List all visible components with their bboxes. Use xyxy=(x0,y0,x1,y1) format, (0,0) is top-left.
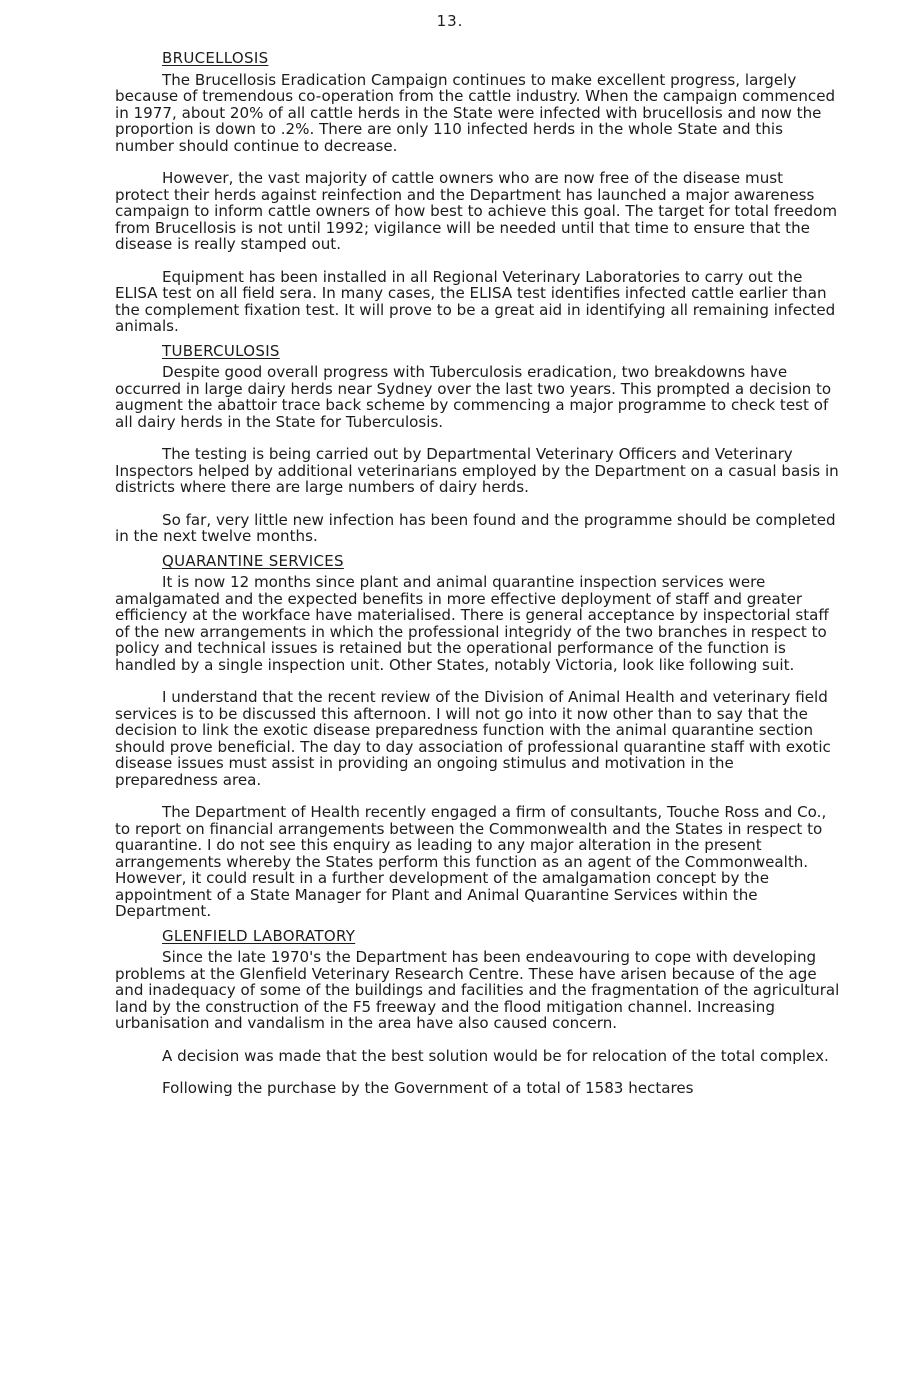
section-glenfield-laboratory xyxy=(115,928,840,1097)
section-quarantine-services xyxy=(115,553,840,920)
page-number: 13. xyxy=(436,12,464,30)
section-heading: TUBERCULOSIS xyxy=(162,341,280,360)
paragraph: A decision was made that the best solution would be for relocation of the total complex. xyxy=(162,1046,829,1065)
paragraph: Following the purchase by the Government of a total of 1583 hectares xyxy=(162,1079,694,1097)
paragraph: The testing is being carried out by Departmental Veterinary Officers and Veterinary Inspectors helped by additional veterinarians employed by the Department on a casual basis in districts where there are large numbers of dairy herds. xyxy=(115,445,839,496)
section-tuberculosis xyxy=(115,343,840,545)
paragraph: The Department of Health recently engaged a firm of consultants, Touche Ross and Co., to report on financial arrangements between the Commonwealth and the States in respect to quarantine. I do not see this enquiry as leading to any major alteration in the present arrangements whereby the States perform this function as an agent of the Commonwealth. However, it could result in a further development of the amalgamation concept by the appointment of a State Manager for Plant and Animal Quarantine Services within the Department. xyxy=(115,803,827,920)
document-body xyxy=(115,50,840,1097)
paragraph: Despite good overall progress with Tuberculosis eradication, two breakdowns have occurred in large dairy herds near Sydney over the last two years. This prompted a decision to augment the abattoir trace back scheme by commencing a major programme to check test of all dairy herds in the State for Tuberculosis. xyxy=(115,363,832,431)
paragraph: I understand that the recent review of the Division of Animal Health and veterinary field services is to be discussed this afternoon. I will not go into it now other than to say that the decision to link the exotic disease preparedness function with the animal quarantine section should prove beneficial. The day to day association of professional quarantine staff with exotic disease issues must assist in providing an ongoing stimulus and motivation in the preparedness area. xyxy=(115,688,831,789)
paragraph: Since the late 1970's the Department has been endeavouring to cope with developing problems at the Glenfield Veterinary Research Centre. These have arisen because of the age and inadequacy of some of the buildings and facilities and the fragmentation of the agricultural land by the construction of the F5 freeway and the flood mitigation channel. Increasing urbanisation and vandalism in the area have also caused concern. xyxy=(115,948,840,1032)
section-heading: QUARANTINE SERVICES xyxy=(162,551,344,570)
paragraph: Equipment has been installed in all Regional Veterinary Laboratories to carry out the ELISA test on all field sera. In many cases, the ELISA test identifies infected cattle earlier than the complement fixation test. It will prove to be a great aid in identifying all remaining infected animals. xyxy=(115,267,836,335)
section-heading: GLENFIELD LABORATORY xyxy=(162,926,356,945)
section-heading: BRUCELLOSIS xyxy=(162,49,269,67)
paragraph: So far, very little new infection has been found and the programme should be completed in the next twelve months. xyxy=(115,510,836,545)
paragraph: The Brucellosis Eradication Campaign continues to make excellent progress, largely because of tremendous co-operation from the cattle industry. When the campaign commenced in 1977, about 20% of all cattle herds in the State were infected with brucellosis and now the proportion is down to .2%. There are only 110 infected herds in the whole State and this number should continue to decrease. xyxy=(115,70,836,155)
paragraph: However, the vast majority of cattle owners who are now free of the disease must protect their herds against reinfection and the Department has launched a major awareness campaign to inform cattle owners of how best to achieve this goal. The target for total freedom from Brucellosis is not until 1992; vigilance will be needed until that time to ensure that the disease is really stamped out. xyxy=(115,169,838,253)
paragraph: It is now 12 months since plant and animal quarantine inspection services were amalgamated and the expected benefits in more effective deployment of staff and greater efficiency at the workface have materialised. There is general acceptance by inspectorial staff of the new arrangements in which the professional integridy of the two branches in respect to policy and technical issues is retained but the operational performance of the function is handled by a single inspection unit. Other States, notably Victoria, look like following suit. xyxy=(115,573,829,674)
section-brucellosis xyxy=(115,50,840,335)
